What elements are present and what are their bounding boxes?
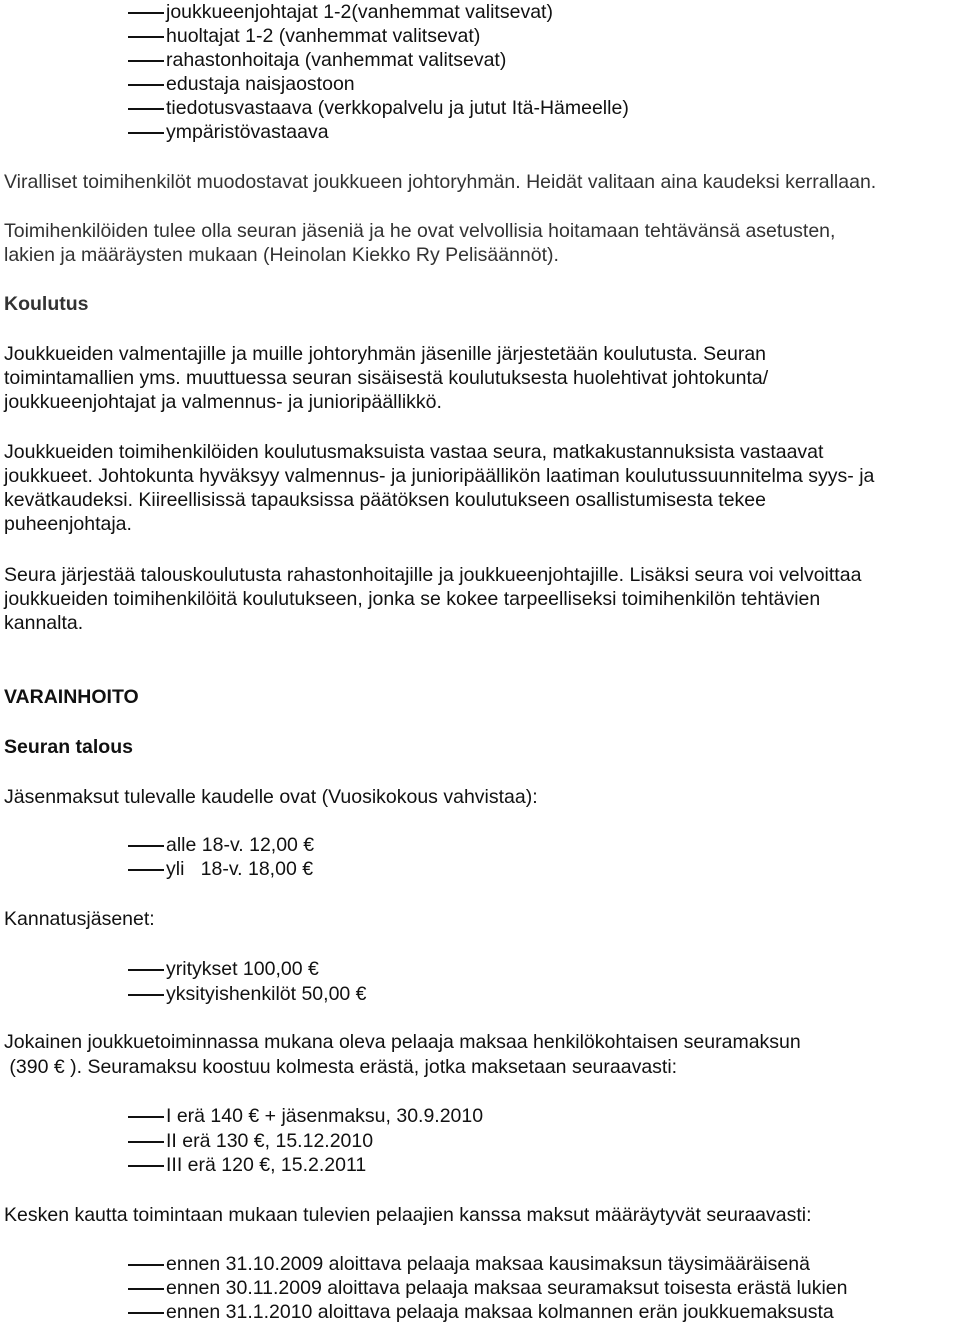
list-item-text: II erä 130 €, 15.12.2010 xyxy=(166,1130,374,1152)
section-heading-koulutus: Koulutus xyxy=(4,293,89,315)
dash-bullet-icon xyxy=(128,132,164,134)
paragraph-members-line: lakien ja määräysten mukaan (Heinolan Kiekko Ry Pelisäännöt). xyxy=(4,244,559,266)
dash-bullet-icon xyxy=(128,60,164,62)
label-supporters: Kannatusjäsenet: xyxy=(4,908,155,930)
paragraph-membership: Jäsenmaksut tulevalle kaudelle ovat (Vuosikokous vahvistaa): xyxy=(4,786,538,808)
paragraph-line: (390 € ). Seuramaksu koostuu kolmesta erästä, jotka maksetaan seuraavasti: xyxy=(4,1056,678,1078)
dash-bullet-icon xyxy=(128,12,164,14)
list-item-text: yksityishenkilöt 50,00 € xyxy=(166,983,367,1005)
list-item-text: ennen 30.11.2009 aloittava pelaaja maksaa seuramaksut toisesta erästä lukien xyxy=(166,1277,848,1299)
dash-bullet-icon xyxy=(128,845,164,847)
dash-bullet-icon xyxy=(128,969,164,971)
dash-bullet-icon xyxy=(128,1141,164,1143)
list-item-text: alle 18-v. 12,00 € xyxy=(166,834,315,856)
list-item-text: ennen 31.10.2009 aloittava pelaaja maksaa kausimaksun täysimääräisenä xyxy=(166,1253,810,1275)
paragraph-line: Jokainen joukkuetoiminnassa mukana oleva pelaaja maksaa henkilökohtaisen seuramaksun xyxy=(4,1031,801,1053)
dash-bullet-icon xyxy=(128,1116,164,1118)
list-item-text: ennen 31.1.2010 aloittava pelaaja maksaa kolmannen erän joukkuemaksusta xyxy=(166,1301,834,1323)
paragraph-officials: Viralliset toimihenkilöt muodostavat joukkueen johtoryhmän. Heidät valitaan aina kaudeksi kerrallaan. xyxy=(4,171,877,193)
list-item-text: yritykset 100,00 € xyxy=(166,958,319,980)
paragraph-line: kannalta. xyxy=(4,612,84,634)
list-item-text: huoltajat 1-2 (vanhemmat valitsevat) xyxy=(166,25,481,47)
dash-bullet-icon xyxy=(128,869,164,871)
list-item-text: III erä 120 €, 15.2.2011 xyxy=(166,1154,367,1176)
paragraph-mid-season: Kesken kautta toimintaan mukaan tulevien pelaajien kanssa maksut määräytyvät seuraavasti: xyxy=(4,1204,812,1226)
section-heading-seuran-talous: Seuran talous xyxy=(4,736,133,758)
list-item-text: tiedotusvastaava (verkkopalvelu ja jutut Itä-Hämeelle) xyxy=(166,97,629,119)
paragraph-line: Seura järjestää talouskoulutusta rahastonhoitajille ja joukkueenjohtajille. Lisäksi seura voi velvoittaa xyxy=(4,564,862,586)
dash-bullet-icon xyxy=(128,1288,164,1290)
dash-bullet-icon xyxy=(128,108,164,110)
list-item-text: yli 18-v. 18,00 € xyxy=(166,858,314,880)
list-item-text: edustaja naisjaostoon xyxy=(166,73,355,95)
paragraph-line: toimintamallien yms. muuttuessa seuran sisäisestä koulutuksesta huolehtivat johtokunta/ xyxy=(4,367,769,389)
dash-bullet-icon xyxy=(128,1165,164,1167)
dash-bullet-icon xyxy=(128,994,164,996)
dash-bullet-icon xyxy=(128,1264,164,1266)
dash-bullet-icon xyxy=(128,84,164,86)
section-heading-varainhoito: VARAINHOITO xyxy=(4,686,139,708)
paragraph-line: joukkueiden toimihenkilöitä koulutukseen, jonka se kokee tarpeelliseksi toimihenkilön tehtävien xyxy=(4,588,821,610)
paragraph-line: Joukkueiden toimihenkilöiden koulutusmaksuista vastaa seura, matkakustannuksista vastaavat xyxy=(4,441,824,463)
paragraph-line: joukkueenjohtajat ja valmennus- ja junioripäällikkö. xyxy=(4,391,442,413)
dash-bullet-icon xyxy=(128,1312,164,1314)
list-item-text: ympäristövastaava xyxy=(166,121,329,143)
list-item-text: I erä 140 € + jäsenmaksu, 30.9.2010 xyxy=(166,1105,484,1127)
paragraph-line: joukkueet. Johtokunta hyväksyy valmennus- ja junioripäällikön laatiman koulutussuunnitelma syys- ja xyxy=(4,465,875,487)
list-item-text: rahastonhoitaja (vanhemmat valitsevat) xyxy=(166,49,507,71)
paragraph-line: puheenjohtaja. xyxy=(4,513,132,535)
paragraph-line: kevätkaudeksi. Kiireellisissä tapauksissa päätöksen koulutukseen osallistumisesta tekee xyxy=(4,489,766,511)
paragraph-line: Joukkueiden valmentajille ja muille johtoryhmän jäsenille järjestetään koulutusta. Seuran xyxy=(4,343,767,365)
dash-bullet-icon xyxy=(128,36,164,38)
paragraph-members-line: Toimihenkilöiden tulee olla seuran jäseniä ja he ovat velvollisia hoitamaan tehtävänsä asetusten, xyxy=(4,220,836,242)
list-item-text: joukkueenjohtajat 1-2(vanhemmat valitsevat) xyxy=(166,1,553,23)
